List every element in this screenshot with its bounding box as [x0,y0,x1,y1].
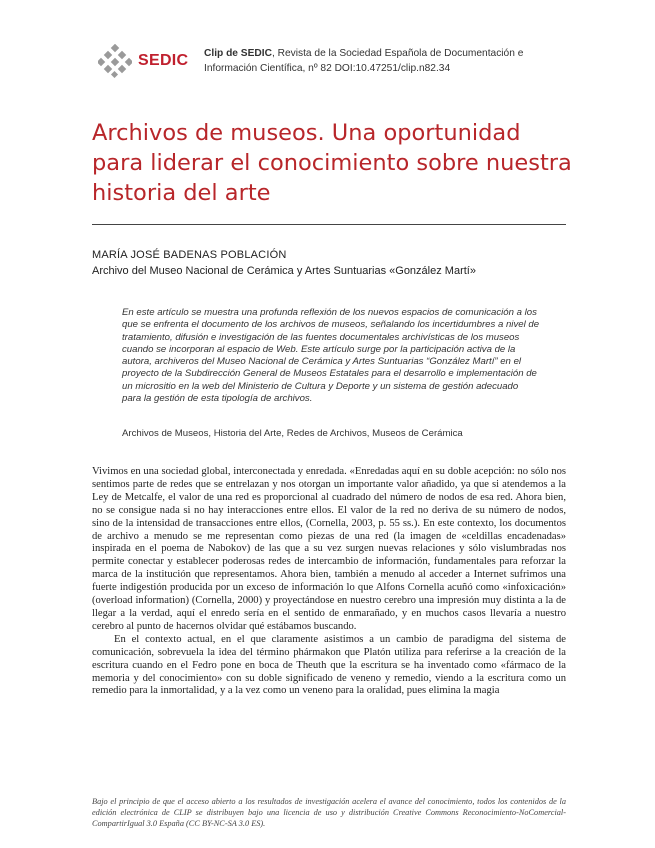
journal-issue: Información Científica, nº 82 [204,63,332,74]
body-paragraph: Vivimos en una sociedad global, interconectada y enredada. «Enredadas aquí en su doble acepción: no sólo nos sentimos parte de redes que se entrelazan y nos otorgan un importante valor añadido, ya que si atendemos a la Ley de Metcalfe, el valor de una red es proporcional al cuadrado del número de nodos de esa red. Ahora bien, no se consigue nada si no hay interacciones entre ellos. El valor de la red no deriva de su número de nodos, sino de la intensidad de transacciones entre ellos, (Cornella, 2003, p. 55 ss.). En este contexto, los documentos de archivo a menudo se me representan como piezas de una red (la imagen de «celdillas encadenadas» inspirada en el poema de Nabokov) de las que a su vez surgen nuevas relaciones y sólo vislumbradas nos permite conectar y establecer poderosas redes de intercambio de información, fundamentales para reforzar la marca de la institución que representamos. Ahora bien, también a menudo al acceder a Internet sufrimos una fuerte indigestión producida por un exceso de información lo que Alfons Cornella acuñó como «infoxicación» (overload information) (Cornella, 2000) y proyectándose en nuestro cerebro una impresión muy distinta a la de llegar a la verdad, aquí el enredo sería en el sentido de enmarañado, y en muchos casos llevaría a nuestro cerebro al punto de hacernos olvidar qué estábamos buscando. [92,466,566,632]
body-paragraph: En el contexto actual, en el que claramente asistimos a un cambio de paradigma del sistema de comunicación, sobrevuela la idea del término phármakon que Platón utiliza para referirse a la creación de la escritura cuando en el Fedro pone en boca de Theuth que la escritura se ha inventado como «fármaco de la memoria y del conocimiento» con su doble significado de veneno y remedio, viendo a la escritura como un remedio para la inmortalidad, y a la vez como un veneno para la oralidad, pues elimina la magia [92,633,566,697]
author-affiliation: Archivo del Museo Nacional de Cerámica y Artes Suntuarias «González Martí» [92,265,476,277]
journal-description: , Revista de la Sociedad Española de Documentación e [271,48,524,59]
sedic-logo-icon [98,44,132,78]
brand-name: SEDIC [138,52,189,69]
article-title: Archivos de museos. Una oportunidad para liderar el conocimiento sobre nuestra historia del arte [92,120,572,206]
license-footer: Bajo el principio de que el acceso abierto a los resultados de investigación acelera el avance del conocimiento, todos los contenidos de la edición electrónica de CLIP se distribuyen bajo una licencia de uso y distribución Creative Commons Reconocimiento-NoComercial-CompartirIgual 3.0 España (CC BY-NC-SA 3.0 ES). [92,797,566,828]
title-divider [92,224,566,225]
author-name: MARÍA JOSÉ BADENAS POBLACIÓN [92,249,287,261]
keywords: Archivos de Museos, Historia del Arte, Redes de Archivos, Museos de Cerámica [122,428,463,439]
journal-name: Clip de SEDIC [204,48,272,59]
article-body [92,466,566,698]
doi-link[interactable]: DOI:10.47251/clip.n82.34 [334,63,451,74]
abstract: En este artículo se muestra una profunda reflexión de los nuevos espacios de comunicación a los que se enfrenta el documento de los archivos de museos, señalando los incertidumbres a nivel de tratamiento, difusión e investigación de las fuentes documentales archivísticas de los museos cuando se incorporan al espacio de Web. Este artículo surge por la participación activa de la autora, archiveros del Museo Nacional de Cerámica y Artes Suntuarias “González Martí” en el proyecto de la Subdirección General de Museos Estatales para el desarrollo e implementación de un micrositio en la web del Ministerio de Cultura y Deporte y un sistema de gestión adecuado para la gestión de esta tipología de archivos. [122,307,540,405]
journal-reference [204,46,544,76]
